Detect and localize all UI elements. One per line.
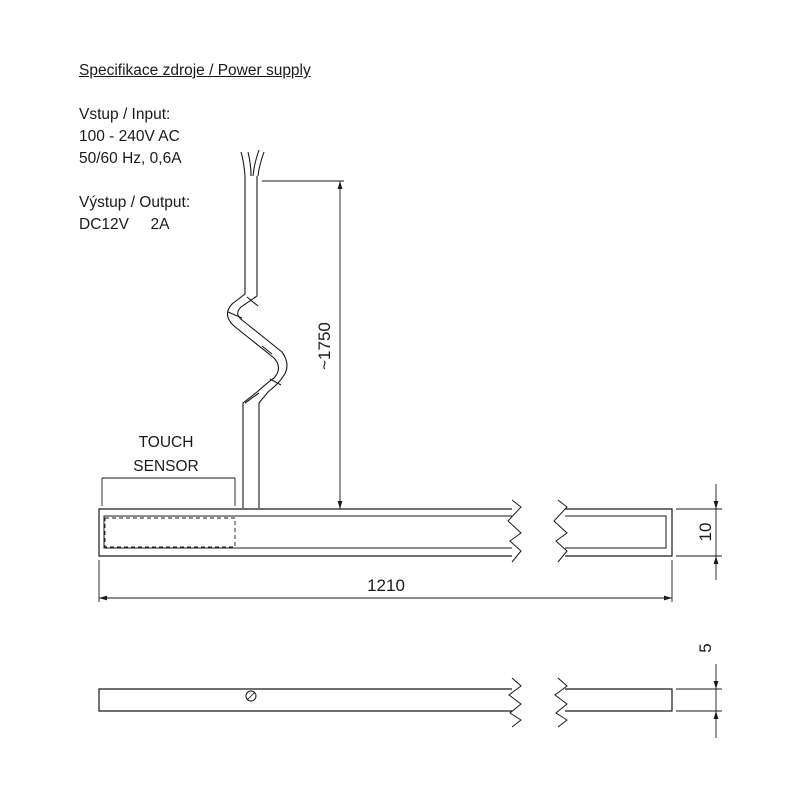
break-line-right [554, 500, 567, 562]
side-outer-left [99, 689, 512, 711]
touch-label-line1: TOUCH [138, 434, 194, 451]
cable-length-label: ~1750 [315, 322, 334, 370]
cable-wire-end-left [241, 152, 245, 176]
profile-front-view [99, 500, 672, 562]
thickness-dimension [676, 664, 722, 738]
cable-wire-end-right-inner [258, 152, 264, 176]
input-heading: Vstup / Input: [79, 106, 171, 123]
specs-title: Specifikace zdroje / Power supply [79, 62, 311, 79]
input-voltage: 100 - 240V AC [79, 128, 180, 145]
input-frequency: 50/60 Hz, 0,6A [79, 150, 182, 167]
cable-segment-mark [245, 393, 259, 403]
thickness-label: 5 [696, 643, 715, 653]
sensor-hole-mark [247, 692, 255, 700]
side-break-left [509, 678, 521, 727]
output-values: DC12V 2A [79, 216, 170, 233]
side-break-right [555, 678, 567, 727]
output-heading: Výstup / Output: [79, 194, 191, 211]
height-label: 10 [696, 522, 715, 542]
touch-sensor-bracket [102, 478, 235, 506]
cable-segment-mark [228, 312, 242, 318]
cable-wire-end-left-inner [248, 152, 251, 176]
side-outer-right [565, 689, 672, 711]
cable-outer-edge [227, 176, 278, 508]
profile-side-view [99, 678, 672, 727]
touch-sensor-area [105, 518, 235, 547]
power-cable [227, 150, 287, 508]
touch-label-line2: SENSOR [133, 458, 199, 475]
profile-inner-right [565, 516, 666, 548]
profile-inner-left [104, 516, 512, 548]
length-label: 1210 [367, 576, 405, 595]
